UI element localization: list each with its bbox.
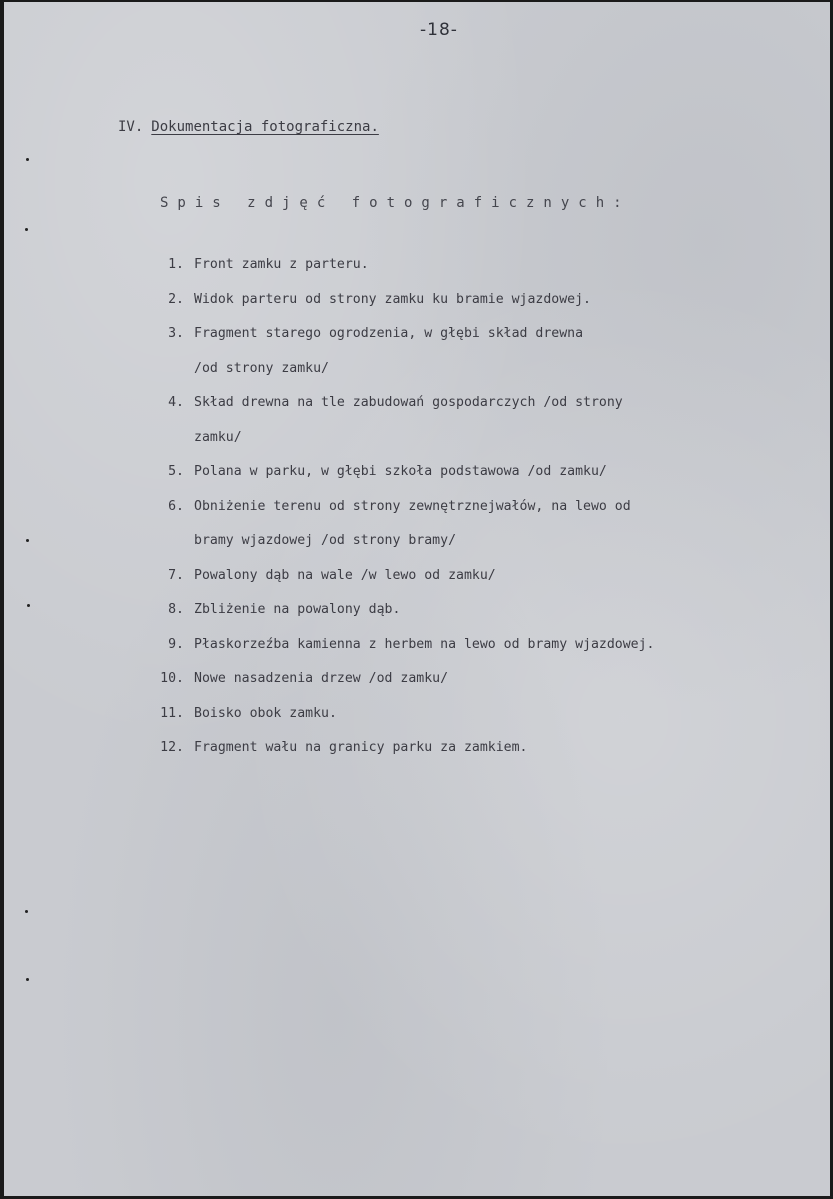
page-number: -18- [420,20,458,40]
item-number: 2. [168,291,184,307]
section-heading [118,119,379,135]
item-text: Fragment wału na granicy parku za zamkiem. [194,740,528,755]
list-item [154,317,655,386]
item-number: 8. [168,602,184,617]
photo-list [154,248,655,766]
section-title: Dokumentacja fotograficzna. [151,119,379,135]
section-number: IV. [118,119,144,135]
paper-speck [25,910,28,913]
item-text: Zbliżenie na powalony dąb. [194,602,401,617]
item-text: Polana w parku, w głębi szkoła podstawowa /od zamku/ [194,464,607,479]
item-text-continued: zamku/ [194,429,242,445]
item-number: 10. [160,671,184,686]
list-item [154,628,655,663]
list-item [154,593,655,628]
item-text-continued: /od strony zamku/ [194,360,329,376]
item-text: Obniżenie terenu od strony zewnętrznejwałów, na lewo od [194,498,631,514]
item-number: 5. [168,464,184,479]
item-number: 12. [160,740,184,755]
list-item [154,283,655,318]
list-item [154,386,655,455]
item-number: 1. [168,257,184,272]
item-text: Płaskorzeźba kamienna z herbem na lewo od bramy wjazdowej. [194,636,655,652]
list-item [154,731,655,766]
list-item [154,455,655,490]
item-text: Skład drewna na tle zabudowań gospodarczych /od strony [194,395,623,410]
list-item [154,697,655,732]
item-text-continued: bramy wjazdowej /od strony bramy/ [194,533,457,548]
item-text: Nowe nasadzenia drzew /od zamku/ [194,671,449,686]
item-text: Boisko obok zamku. [194,705,337,721]
list-item [154,490,655,559]
list-item [154,662,655,697]
paper-speck [27,604,30,607]
paper-speck [25,228,28,231]
list-item [154,559,655,594]
item-text: Fragment starego ogrodzenia, w głębi skład drewna [194,326,584,341]
item-number: 11. [160,705,184,721]
paper-speck [26,539,29,542]
item-number: 4. [168,395,184,410]
item-text: Widok parteru od strony zamku ku bramie wjazdowej. [194,291,591,307]
item-text: Front zamku z parteru. [194,257,369,272]
item-text: Powalony dąb na wale /w lewo od zamku/ [194,567,496,583]
paper-speck [26,158,29,161]
list-item [154,248,655,283]
photo-list-heading: Spis zdjęć fotograficznych: [160,195,631,211]
document-page [4,2,830,1196]
item-number: 6. [168,498,184,514]
item-number: 7. [168,567,184,583]
item-number: 3. [168,326,184,341]
paper-speck [26,978,29,981]
item-number: 9. [168,636,184,652]
